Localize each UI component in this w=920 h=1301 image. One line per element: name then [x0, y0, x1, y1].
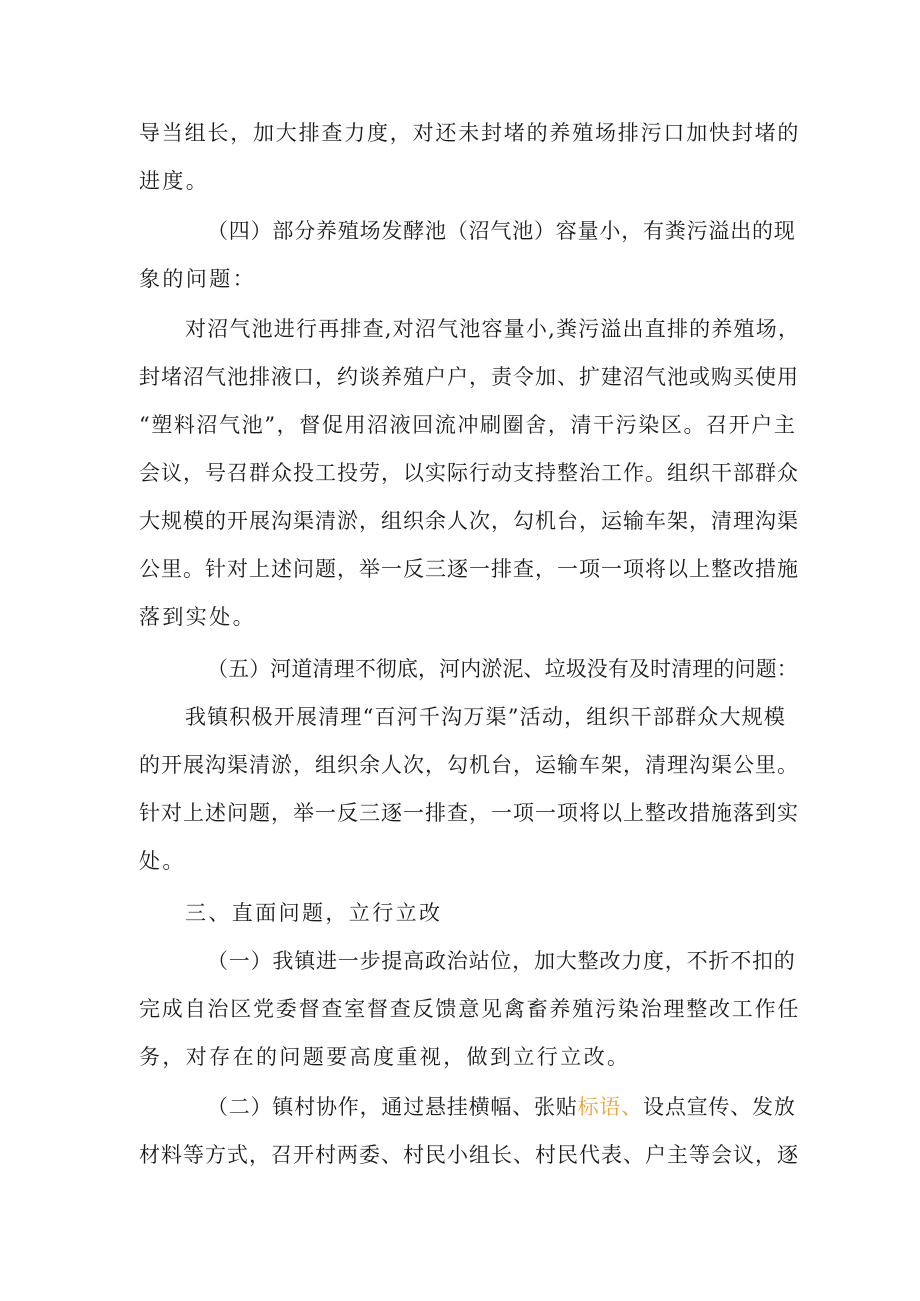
subheading-five: [139, 645, 799, 693]
text-run: 设点宣传、发放: [643, 1095, 796, 1119]
text-line: 处。: [139, 849, 186, 873]
paragraph-section-three-one: [139, 937, 799, 1081]
paragraph-continuation: [139, 109, 799, 205]
text-line: “塑料沼气池”，督促用沼液回流冲刷圈舍，清干污染区。召开户主: [139, 413, 797, 437]
paragraph-biogas: [139, 305, 799, 641]
text-line: （四）部分养殖场发酵池（沼气池）容量小，有粪污溢出的现: [207, 219, 796, 243]
text-line: 进度。: [139, 169, 210, 193]
text-line: 封堵沼气池排液口，约谈养殖户户，责令加、扩建沼气池或购买使用: [139, 365, 799, 389]
paragraph-river: [139, 693, 799, 885]
subheading-four: [139, 207, 799, 303]
text-line: 公里。针对上述问题，举一反三逐一排查，一项一项将以上整改措施: [139, 557, 799, 581]
text-line: 三、直面问题，立行立改: [185, 901, 443, 925]
text-line-with-highlight: [139, 1083, 799, 1131]
paragraph-section-three-two: [139, 1083, 799, 1179]
text-line: 完成自治区党委督查室督查反馈意见禽畜养殖污染治理整改工作任: [139, 997, 801, 1021]
text-line: 的开展沟渠清淤，组织余人次，勾机台，运输车架，清理沟渠公里。: [139, 753, 799, 777]
section-heading-three: [139, 889, 799, 937]
text-line: 材料等方式，召开村两委、村民小组长、村民代表、户主等会议，逐: [139, 1143, 799, 1167]
text-line: 务，对存在的问题要高度重视，做到立行立改。: [139, 1045, 631, 1069]
text-line: 会议，号召群众投工投劳，以实际行动支持整治工作。组织干部群众: [139, 461, 799, 485]
highlighted-text: 标语、: [577, 1095, 644, 1119]
text-run: （二）镇村协作，通过悬挂横幅、张贴: [207, 1095, 578, 1119]
text-line: （五）河道清理不彻底，河内淤泥、垃圾没有及时清理的问题：: [207, 657, 798, 681]
text-line: 对沼气池进行再排查,对沼气池容量小,粪污溢出直排的养殖场，: [185, 317, 801, 341]
text-line: （一）我镇进一步提高政治站位，加大整改力度，不折不扣的: [207, 949, 796, 973]
text-line: 落到实处。: [139, 605, 256, 629]
text-line: 象的问题：: [139, 267, 256, 291]
text-line: 导当组长，加大排查力度，对还未封堵的养殖场排污口加快封堵的: [139, 121, 801, 145]
text-line: 针对上述问题，举一反三逐一排查，一项一项将以上整改措施落到实: [139, 801, 799, 825]
text-line: 大规模的开展沟渠清淤，组织余人次，勾机台，运输车架，清理沟渠: [139, 509, 799, 533]
text-line: 我镇积极开展清理“百河千沟万渠”活动，组织干部群众大规模: [185, 705, 787, 729]
